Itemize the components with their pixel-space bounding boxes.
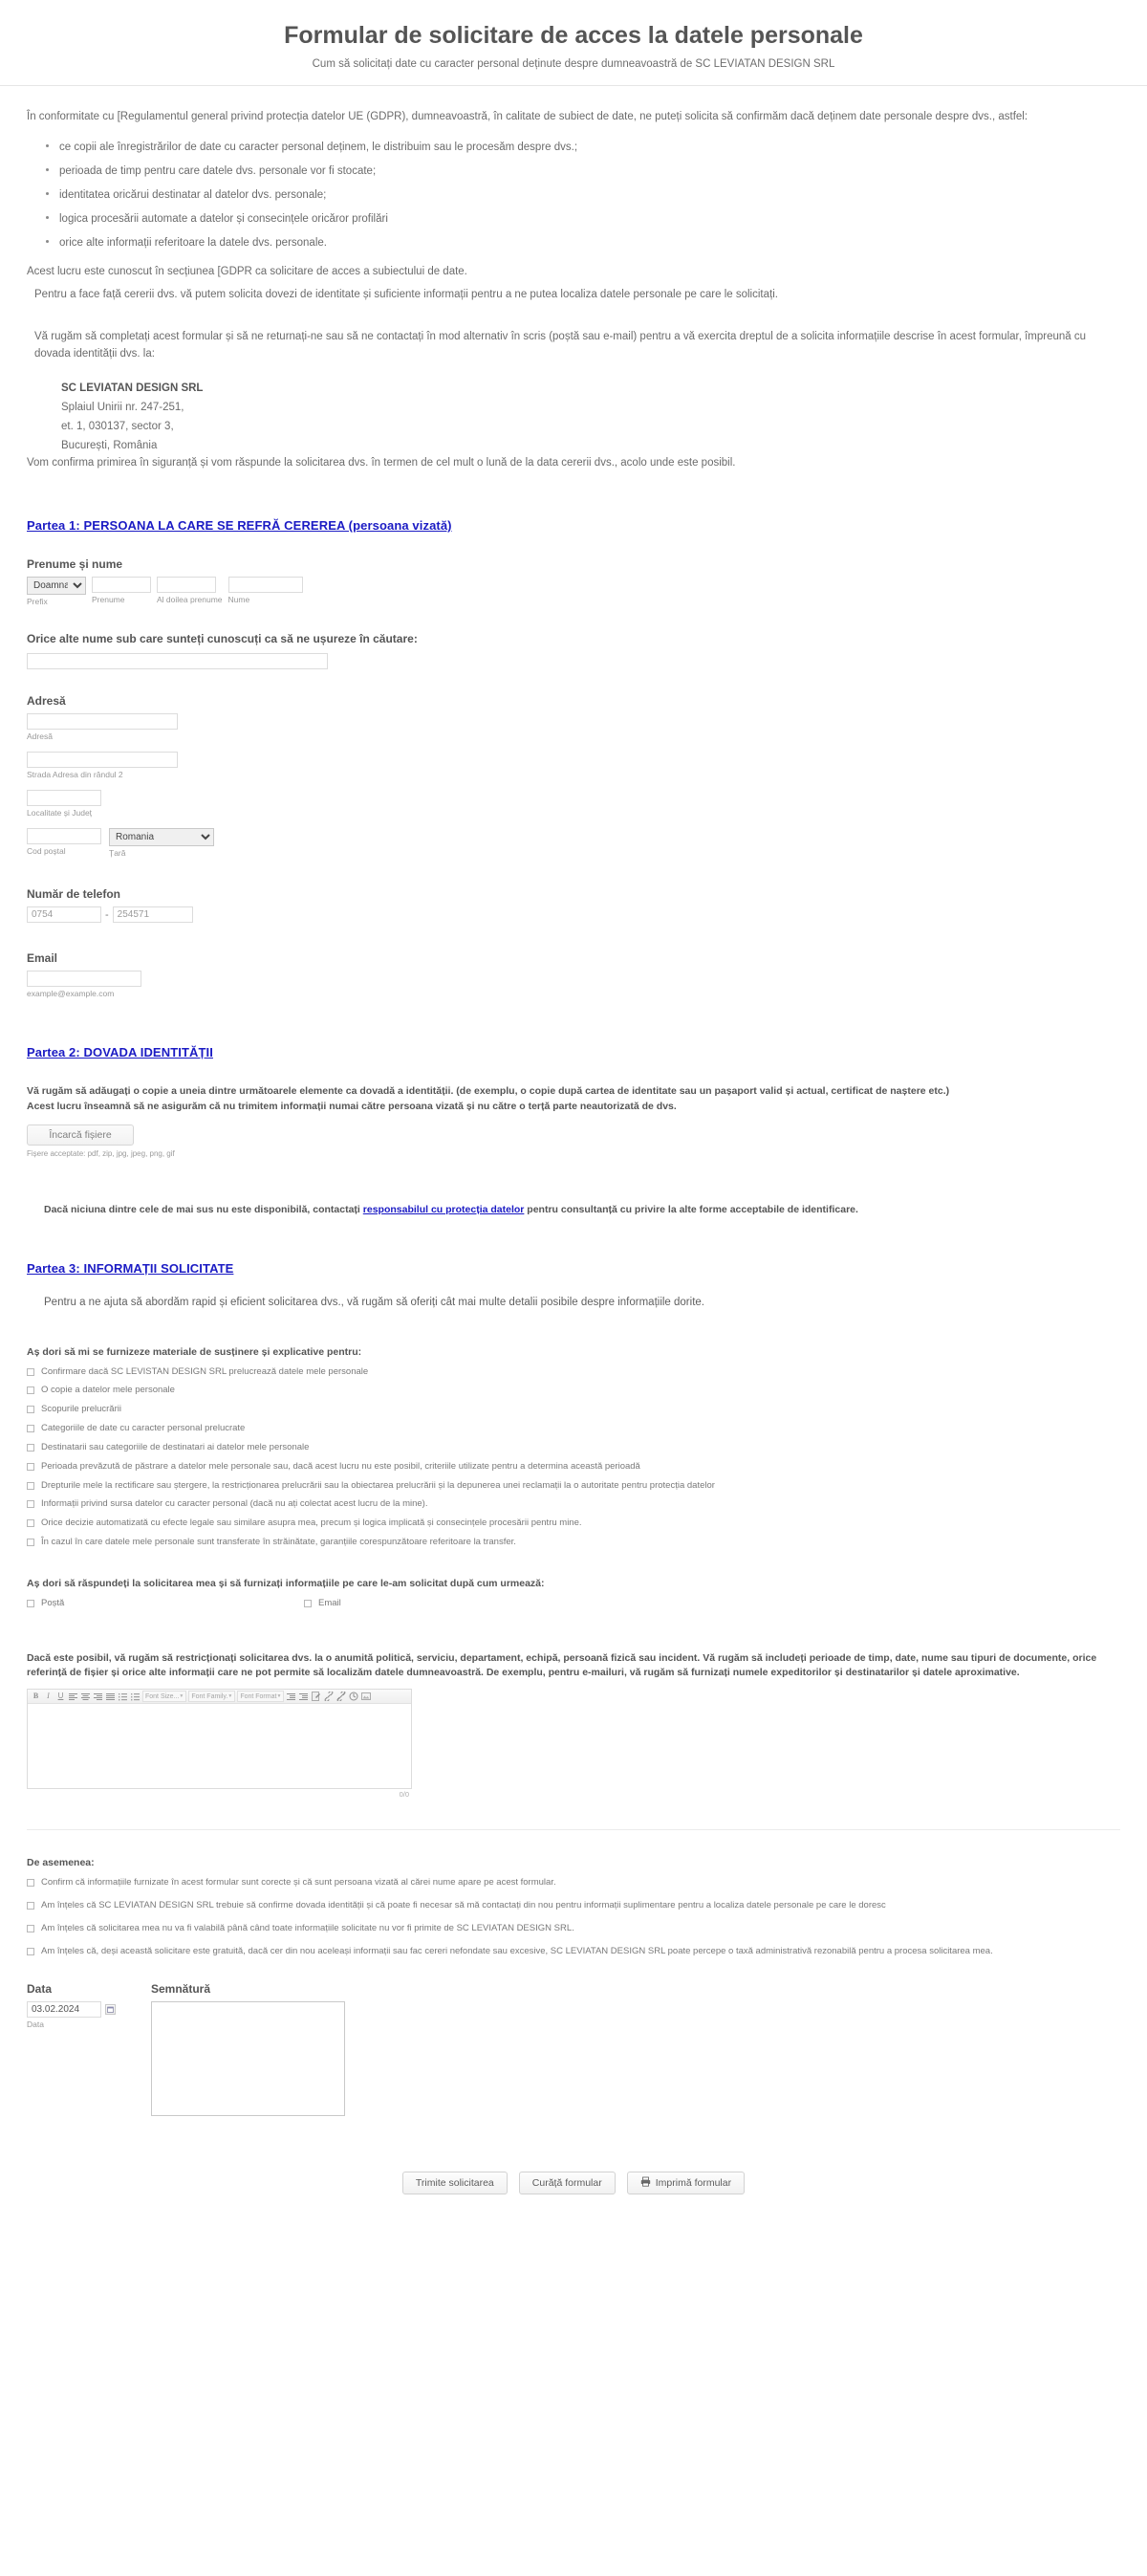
checkbox-label: Destinatarii sau categoriile de destinatari ai datelor mele personale <box>41 1441 310 1452</box>
country-select[interactable] <box>109 828 214 846</box>
list-item[interactable] <box>27 1517 1120 1530</box>
print-form-label: Imprimă formular <box>655 2177 732 2190</box>
intro-paragraph-2: Acest lucru este cunoscut în secțiunea [GDPR ca solicitare de acces a subiectului de date. <box>27 266 467 278</box>
section-heading-part3: Partea 3: INFORMAȚII SOLICITATE <box>27 1260 234 1276</box>
sub-label-address-line2: Strada Adresa din rândul 2 <box>27 769 123 779</box>
sub-label-last-name: Nume <box>227 594 250 604</box>
sub-label-email: example@example.com <box>27 989 115 999</box>
font-family-label: Font Family. <box>191 1692 228 1700</box>
list-item: perioada de timp pentru care datele dvs. personale vor fi stocate; <box>59 164 1120 179</box>
align-justify-icon[interactable] <box>105 1692 116 1702</box>
field-phone <box>27 887 1120 925</box>
response-method-group <box>27 1598 1120 1617</box>
list-item: orice alte informații referitoare la datele dvs. personale. <box>59 235 1120 251</box>
prefix-select[interactable] <box>27 577 86 595</box>
sub-label-prefix: Prefix <box>27 596 48 606</box>
dpo-link[interactable]: responsabilul cu protecția datelor <box>362 1203 525 1215</box>
checkbox-label: Scopurile prelucrării <box>41 1404 121 1415</box>
underline-icon[interactable]: U <box>57 1692 64 1701</box>
last-name-input[interactable] <box>228 577 303 593</box>
list-item[interactable] <box>27 1598 304 1610</box>
unordered-list-icon[interactable] <box>118 1692 128 1702</box>
address-line-3: București, România <box>61 439 158 451</box>
checkbox-label: Categoriile de date cu caracter personal prelucrate <box>41 1423 246 1434</box>
checkbox-label: Perioada prevăzută de păstrare a datelor mele personale sau, dacă acest lucru nu este posibil, criteriile utilizate pentru a determina această perioadă <box>41 1460 640 1472</box>
first-name-input[interactable] <box>92 577 151 593</box>
checkbox-label: În cazul în care datele mele personale sunt transferate în străinătate, garanțiile corespunzătoare referitoare la transfer. <box>41 1536 516 1547</box>
list-item[interactable] <box>27 1461 1120 1474</box>
intro-bullet-list <box>27 140 1120 251</box>
sub-label-city-county: Localitate și Județ <box>27 807 93 818</box>
list-item[interactable] <box>27 1423 1120 1435</box>
identity-proof-note-line1: Vă rugăm să adăugați o copie a uneia dintre următoarele elemente ca dovadă a identității. (de exemplu, o copie după cartea de identitate sau un pașaport valid și actual, certificat de naștere etc.) <box>27 1085 950 1098</box>
list-item[interactable] <box>27 1877 1120 1889</box>
font-size-select[interactable] <box>142 1691 186 1702</box>
date-signature-row <box>27 1982 1120 2116</box>
checkbox-label: Am înțeles că solicitarea mea nu va fi valabilă până când toate informațiile solicitate nu vor fi primite de SC LEVIATAN DESIGN SRL. <box>41 1922 574 1933</box>
section-heading-part1: Partea 1: PERSOANA LA CARE SE REFRĂ CEREREA (persoana vizată) <box>27 517 452 533</box>
field-address <box>27 694 1120 859</box>
chevron-down-icon: ▼ <box>179 1693 184 1700</box>
checkbox-label: Am înțeles că, deși această solicitare este gratuită, dacă cer din nou aceleași informații sau fac cereri nefondate sau excesive, SC LEVIATAN DESIGN SRL poate percepe o taxă administrativă rezonabilă pentru a procesa solicitarea mea. <box>41 1945 993 1956</box>
identity-proof-note <box>27 1084 1120 1115</box>
checkbox-icon[interactable] <box>27 1600 34 1607</box>
form-content <box>0 86 1147 2194</box>
city-county-input[interactable] <box>27 790 101 806</box>
address-zip-country-row <box>27 828 1120 859</box>
checkbox-label: Email <box>318 1597 341 1608</box>
email-input[interactable] <box>27 971 141 987</box>
intro-closing: Vom confirma primirea în siguranță și vom răspunde la solicitarea dvs. în termen de cel mult o lună de la data cererii dvs., acolo unde este posibil. <box>27 457 736 469</box>
checkbox-icon[interactable] <box>304 1600 312 1607</box>
align-center-icon[interactable] <box>80 1692 91 1702</box>
identity-proof-note-line2: Acest lucru înseamnă să ne asigurăm că nu trimitem informații numai către persoana vizată și nu către o terță parte neautorizată de dvs. <box>27 1100 677 1112</box>
chevron-down-icon: ▼ <box>227 1693 233 1700</box>
label-alias: Orice alte nume sub care sunteți cunoscuți ca să ne ușureze în căutare: <box>27 631 418 645</box>
response-method-label: Aș dori să răspundeți la solicitarea mea și să furnizați informațiile pe care le-am solicitat după cum urmează: <box>27 1577 545 1589</box>
materials-checkbox-group <box>27 1366 1120 1549</box>
dpo-text-after: pentru consultanță cu privire la alte forme acceptabile de identificare. <box>524 1203 858 1215</box>
company-address <box>61 379 1120 456</box>
font-size-label: Font Size... <box>145 1692 180 1700</box>
font-format-label: Font Format <box>240 1692 277 1700</box>
name-inputs-row <box>27 577 1120 607</box>
sub-label-postal-code: Cod poștal <box>27 846 66 857</box>
upload-files-button[interactable]: Încarcă fișiere <box>27 1124 134 1146</box>
checkbox-label: Informații privind sursa datelor cu caracter personal (dacă nu ați colectat acest lucru de la mine). <box>41 1498 428 1510</box>
company-name: SC LEVIATAN DESIGN SRL <box>61 382 204 394</box>
checkbox-label: Drepturile mele la rectificare sau ștergere, la restricționarea prelucrării sau la obiectarea prelucrării și la depunerea unei reclamații la o autoritate pentru protecția datelor <box>41 1479 715 1491</box>
sub-label-country: Țară <box>109 848 126 859</box>
list-item[interactable] <box>27 1404 1120 1416</box>
undo-icon[interactable] <box>348 1692 358 1702</box>
bold-icon[interactable]: B <box>32 1692 39 1701</box>
checkbox-icon[interactable] <box>27 1368 34 1376</box>
list-item[interactable] <box>27 1946 1120 1958</box>
page-subtitle: Cum să solicitați date cu caracter personal deținute despre dumneavoastră de SC LEVIATAN DESIGN SRL <box>312 58 835 70</box>
edit-source-icon[interactable] <box>311 1692 321 1702</box>
sub-label-middle-name: Al doilea prenume <box>157 594 223 604</box>
label-email: Email <box>27 951 58 966</box>
calendar-icon[interactable] <box>105 2004 116 2015</box>
image-icon[interactable] <box>360 1692 371 1702</box>
label-address: Adresă <box>27 693 66 708</box>
intro-section <box>27 86 1120 472</box>
phone-number-input[interactable] <box>113 906 193 923</box>
indent-icon[interactable] <box>298 1692 309 1702</box>
editor-character-count: 0/0 <box>399 1790 409 1800</box>
field-full-name <box>27 557 1120 607</box>
list-item[interactable] <box>27 1498 1120 1511</box>
checkbox-label: O copie a datelor mele personale <box>41 1385 175 1396</box>
checkbox-icon[interactable] <box>27 1539 34 1546</box>
list-item[interactable] <box>27 1366 1120 1379</box>
address-line-2: et. 1, 030137, sector 3, <box>61 420 174 432</box>
divider <box>27 1829 1120 1830</box>
address-line2-input[interactable] <box>27 752 178 768</box>
checkbox-label: Confirmare dacă SC LEVISTAN DESIGN SRL prelucrează datele mele personale <box>41 1365 369 1377</box>
address-line1-group <box>27 713 1120 742</box>
checkbox-label: Poștă <box>41 1597 65 1608</box>
field-email <box>27 951 1120 999</box>
declarations-checkbox-group <box>27 1877 1120 1957</box>
form-header <box>0 0 1147 86</box>
declarations-label: De asemenea: <box>27 1857 95 1869</box>
list-item: identitatea oricărui destinatar al datelor dvs. personale; <box>59 187 1120 203</box>
sub-label-date: Data <box>27 2019 44 2030</box>
checkbox-label: Orice decizie automatizată cu efecte legale sau similare asupra mea, precum și logica implicată și consecințele procesării pentru mine. <box>41 1517 582 1529</box>
phone-area-input[interactable] <box>27 906 101 923</box>
list-item[interactable] <box>27 1442 1120 1454</box>
checkbox-icon[interactable] <box>27 1948 34 1955</box>
signature-pad[interactable] <box>151 2001 345 2116</box>
list-item: logica procesării automate a datelor și consecințele oricăror profilări <box>59 211 1120 227</box>
list-item[interactable] <box>27 1900 1120 1912</box>
checkbox-icon[interactable] <box>27 1425 34 1432</box>
checkbox-icon[interactable] <box>27 1519 34 1527</box>
middle-name-input[interactable] <box>157 577 216 593</box>
field-signature <box>151 1982 345 2116</box>
checkbox-label: Am înțeles că SC LEVIATAN DESIGN SRL trebuie să confirme dovada identității și că poate fi necesar să mă contactați din nou pentru informații suplimentare pentru a localiza datele personale pe care le doresc <box>41 1899 886 1910</box>
submit-button[interactable]: Trimite solicitarea <box>402 2172 508 2194</box>
unlink-icon[interactable] <box>335 1692 346 1702</box>
details-note: Dacă este posibil, vă rugăm să restricționați solicitarea dvs. la o anumită politică, serviciu, departament, echipă, persoană fizică sau incident. Vă rugăm să includeți perioade de timp, date, nume sau tipuri de documente, orice referință de fișier și orice alte informații care ne pot permite să localizăm datele dumneavoastră. De exemplu, pentru e-mailuri, vă rugăm să furnizați numele expeditorilor și destinatarilor și datele aproximative. <box>27 1651 1097 1679</box>
sub-label-first-name: Prenume <box>92 594 125 604</box>
checkbox-icon[interactable] <box>27 1500 34 1508</box>
label-signature: Semnătură <box>151 1982 211 1997</box>
italic-icon[interactable]: I <box>47 1692 50 1701</box>
field-date <box>27 1982 134 2116</box>
address-line1-input[interactable] <box>27 713 178 730</box>
font-format-select[interactable] <box>237 1691 284 1702</box>
list-item[interactable] <box>27 1385 1120 1397</box>
link-icon[interactable] <box>323 1692 334 1702</box>
intro-paragraph-4: Vă rugăm să completați acest formular și să ne returnați-ne sau să ne contactați în mod alternativ în scris (poștă sau e-mail) pentru a vă exercita dreptul de a solicita informațiile descrise în acest formular, împreună cu dovada identității dvs. la: <box>34 330 1087 360</box>
checkbox-icon[interactable] <box>27 1902 34 1910</box>
chevron-down-icon: ▼ <box>276 1693 282 1700</box>
checkbox-icon[interactable] <box>27 1386 34 1394</box>
label-full-name: Prenume și nume <box>27 557 123 571</box>
outdent-icon[interactable] <box>286 1692 296 1702</box>
page-title: Formular de solicitare de acces la datele personale <box>284 22 863 49</box>
checkbox-icon[interactable] <box>27 1406 34 1413</box>
section-heading-part2: Partea 2: DOVADA IDENTITĂȚII <box>27 1045 213 1060</box>
address-city-group <box>27 790 1120 819</box>
phone-separator: - <box>105 909 109 922</box>
rich-text-editor <box>27 1689 412 1789</box>
alias-input[interactable] <box>27 653 328 669</box>
date-input-row <box>27 2001 134 2018</box>
list-item[interactable] <box>27 1480 1120 1493</box>
materials-group-label: Aș dori să mi se furnizeze materiale de susținere și explicative pentru: <box>27 1345 362 1358</box>
checkbox-icon[interactable] <box>27 1463 34 1471</box>
intro-paragraph-1: În conformitate cu [Regulamentul general privind protecția datelor UE (GDPR), dumneavoastră, în calitate de subiect de date, ne puteți solicita să confirmăm dacă deținem date personale despre dvs., astfel: <box>27 111 1028 122</box>
dpo-contact-line <box>44 1204 1120 1215</box>
align-left-icon[interactable] <box>68 1692 78 1702</box>
dpo-text-before: Dacă niciuna dintre cele de mai sus nu este disponibilă, contactați <box>44 1203 363 1215</box>
date-input[interactable] <box>27 2001 101 2018</box>
address-line2-group <box>27 752 1120 780</box>
font-family-select[interactable] <box>188 1691 235 1702</box>
list-item[interactable] <box>27 1537 1120 1549</box>
clear-form-button[interactable]: Curăță formular <box>519 2172 616 2194</box>
print-form-button[interactable] <box>627 2172 745 2194</box>
sub-label-address-line1: Adresă <box>27 731 53 741</box>
editor-textarea[interactable] <box>28 1704 411 1788</box>
list-item[interactable] <box>27 1923 1120 1935</box>
checkbox-icon[interactable] <box>27 1879 34 1887</box>
form-actions <box>27 2172 1120 2194</box>
editor-toolbar <box>28 1690 411 1704</box>
phone-inputs-row <box>27 906 1120 925</box>
part3-intro: Pentru a ne ajuta să abordăm rapid și eficient solicitarea dvs., vă rugăm să oferiți cât mai multe detalii posibile despre informațiile dorite. <box>44 1296 704 1308</box>
checkbox-icon[interactable] <box>27 1482 34 1490</box>
ordered-list-icon[interactable] <box>130 1692 141 1702</box>
checkbox-icon[interactable] <box>27 1444 34 1452</box>
checkbox-label: Confirm că informațiile furnizate în acest formular sunt corecte și că sunt persoana vizată al cărei nume apare pe acest formular. <box>41 1877 556 1888</box>
list-item[interactable] <box>304 1598 581 1610</box>
field-alias <box>27 632 1120 669</box>
upload-accepted-formats: Fișere acceptate: pdf, zip, jpg, jpeg, png, gif <box>27 1148 175 1158</box>
align-right-icon[interactable] <box>93 1692 103 1702</box>
list-item: ce copii ale înregistrărilor de date cu caracter personal deținem, le distribuim sau le procesăm despre dvs.; <box>59 140 1120 155</box>
intro-paragraph-3: Pentru a face față cererii dvs. vă putem solicita dovezi de identitate și suficiente informații pentru a ne putea localiza datele personale pe care le solicitați. <box>34 289 778 301</box>
address-line-1: Splaiul Unirii nr. 247-251, <box>61 401 184 413</box>
label-date: Data <box>27 1982 53 1997</box>
printer-icon <box>640 2176 651 2190</box>
label-phone: Număr de telefon <box>27 887 121 902</box>
checkbox-icon[interactable] <box>27 1925 34 1932</box>
postal-code-input[interactable] <box>27 828 101 844</box>
